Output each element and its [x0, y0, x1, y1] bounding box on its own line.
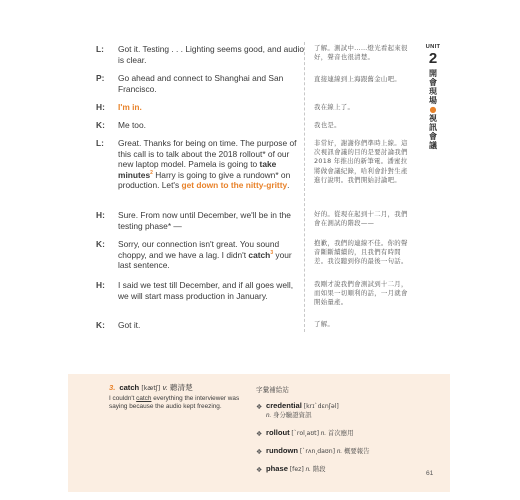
key-phrase: catch	[248, 249, 271, 260]
speaker-label: P:	[96, 73, 105, 83]
unit-title	[421, 69, 445, 150]
unit-title-text: 視 訊 會 議	[429, 114, 437, 150]
translation: 抱歉，我們的連線不佳。你的聲音斷斷續續的，且我們有時間差。我沒聽到你的最後一句話。	[314, 239, 408, 266]
dialogue-text: I said we test till December, and if all goes well, we will start mass production in January.	[118, 280, 294, 301]
speaker-label: K:	[96, 120, 105, 130]
unit-tab	[421, 44, 445, 150]
translation: 我也是。	[314, 121, 341, 129]
key-phrase: take minutes	[118, 159, 277, 180]
dialogue-text: Me too.	[118, 120, 146, 130]
unit-number: 2	[428, 50, 438, 67]
speaker-label: K:	[96, 239, 105, 249]
dialogue-text: I'm in.	[118, 102, 142, 112]
note-example: I couldn't catch everything the interviewer was saying because the audio kept freezing.	[109, 394, 240, 411]
speaker-label: L:	[96, 44, 104, 54]
speaker-label: H:	[96, 210, 105, 220]
note-ref: 2	[150, 169, 153, 176]
usage-note	[109, 384, 259, 412]
unit-title-text: 開 會 現 場	[429, 69, 437, 105]
translation: 好的。從現在起到十二月，我們會在測試的階段——	[314, 210, 408, 228]
page-number: 61	[426, 470, 434, 477]
dialogue	[0, 0, 305, 340]
translation: 我在線上了。	[314, 103, 355, 111]
speaker-label: L:	[96, 138, 104, 148]
translation: 非常好，謝謝你們準時上線。這次視訊會議的目的是要討論我們 2018 年推出的新筆電。潘蜜拉將做會議紀錄，哈利會針對生產進行說明。我們開始討論吧。	[314, 139, 408, 184]
unit-dot-icon: ●	[429, 105, 437, 114]
translation: 直接連線到上海跟舊金山吧。	[314, 75, 401, 83]
bullet-icon: ❖	[256, 449, 263, 456]
bullet-icon: ❖	[256, 431, 263, 438]
dialogue-text: Got it.	[118, 320, 141, 330]
translation: 我剛才說我們會測試到十二月，而如果一切順利的話，一月就會開始量產。	[314, 280, 408, 307]
glossary-title: 字彙補給站	[256, 386, 289, 394]
note-heading: 3. catch [kætʃ] v. 聽清楚	[109, 383, 193, 392]
notes-panel	[68, 374, 450, 492]
speaker-label: K:	[96, 320, 105, 330]
glossary: 字彙補給站 ❖ credential [krɪˋdɛnʃəl] n. 身分驗證資訊 ❖ rollout [ˋrol͵aʊt] n. 首次應用 ❖ rundown [ˋrʌn͵daʊn] n. 概要報告 ❖ phase [fez] n. 階段	[256, 384, 446, 394]
speaker-label: H:	[96, 280, 105, 290]
bullet-icon: ❖	[256, 404, 263, 411]
dialogue-text: Sure. From now until December, we'll be in the testing phase* —	[118, 210, 291, 231]
note-ref: 3	[270, 249, 274, 256]
dialogue-text: Go ahead and connect to Shanghai and San Francisco.	[118, 73, 284, 94]
dialogue-text: Sorry, our connection isn't great. You sound choppy, and we have a lag. I didn't catch$^3$ your last sentence.	[118, 239, 292, 271]
bullet-icon: ❖	[256, 467, 263, 474]
speaker-label: H:	[96, 102, 105, 112]
dialogue-text: Got it. Testing . . . Lighting seems good, and audio is clear.	[118, 44, 305, 65]
unit-label: UNIT	[425, 44, 441, 50]
dialogue-text: Great. Thanks for being on time. The purpose of this call is to talk about the 2018 rollout* of our new laptop model. Pamela is going to take minutes$^2$ Harry is going to give a rundown* on production. Let's get down to the nitty-gritty.	[118, 138, 297, 191]
translation: 了解。	[314, 320, 335, 328]
key-phrase: get down to the nitty-gritty	[181, 180, 288, 191]
column-divider	[304, 42, 305, 332]
translation: 了解。測試中……燈光看起來很好，聲音也很清楚。	[314, 44, 408, 62]
